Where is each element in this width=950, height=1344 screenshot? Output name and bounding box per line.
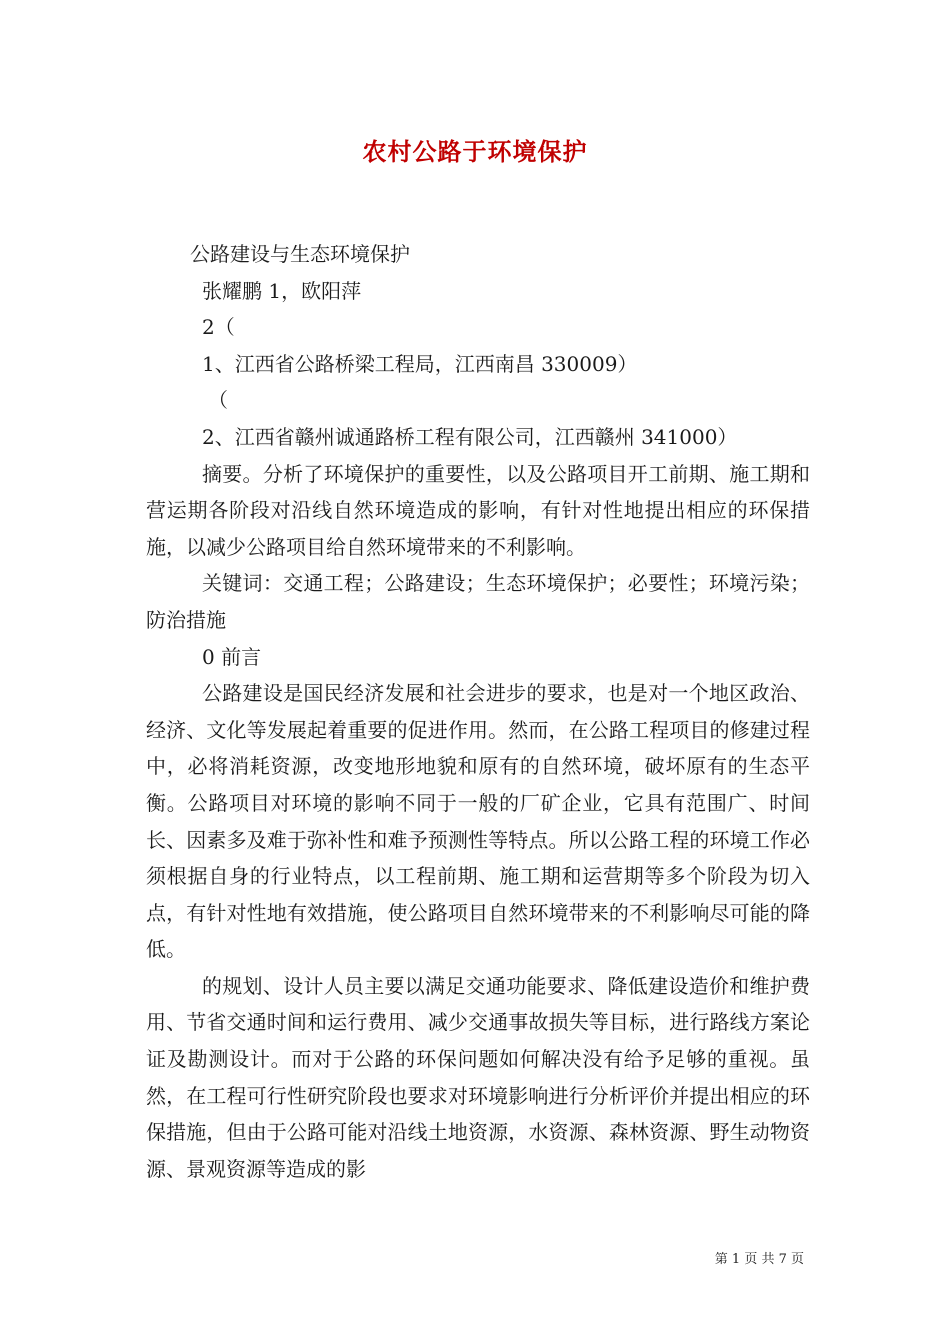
affiliation-paren: （ (208, 388, 228, 413)
article-subtitle: 公路建设与生态环境保护 (190, 242, 410, 266)
body-paragraph-2: 的规划、设计人员主要以满足交通功能要求、降低建设造价和维护费用、节省交通时间和运行费用、减少交通事故损失等目标，进行路线方案论证及勘测设计。而对于公路的环保问题如何解决没有给予足够的重视。虽然，在工程可行性研究阶段也要求对环境影响进行分析评价并提出相应的环保措施，但由于公路可能对沿线土地资源，水资源、森林资源、野生动物资源、景观资源等造成的影 (146, 973, 810, 1181)
affiliation-1: 1、江西省公路桥梁工程局，江西南昌 330009） (202, 351, 638, 376)
keywords-paragraph: 关键词：交通工程；公路建设；生态环境保护；必要性；环境污染；防治措施 (146, 571, 810, 632)
affiliation-2: 2、江西省赣州诚通路桥工程有限公司，江西赣州 341000） (202, 424, 738, 449)
abstract-paragraph: 摘要。分析了环境保护的重要性，以及公路项目开工前期、施工期和营运期各阶段对沿线自然环境造成的影响，有针对性地提出相应的环保措施，以减少公路项目给自然环境带来的不利影响。 (146, 461, 810, 559)
authors-line: 张耀鹏 1，欧阳萍 (202, 278, 362, 303)
document-body (146, 236, 810, 1187)
document-title: 农村公路于环境保护 (362, 137, 588, 166)
affiliation-marker-line: 2（ (202, 315, 235, 340)
page-number: 第 1 页 共 7 页 (714, 1252, 804, 1267)
section-heading: 0 前言 (202, 644, 262, 669)
body-paragraph-1: 公路建设是国民经济发展和社会进步的要求，也是对一个地区政治、经济、文化等发展起着重要的促进作用。然而，在公路工程项目的修建过程中，必将消耗资源，改变地形地貌和原有的自然环境，破坏原有的生态平衡。公路项目对环境的影响不同于一般的厂矿企业，它具有范围广、时间长、因素多及难于弥补性和难予预测性等特点。所以公路工程的环境工作必须根据自身的行业特点，以工程前期、施工期和运营期等多个阶段为切入点，有针对性地有效措施，使公路项目自然环境带来的不利影响尽可能的降低。 (146, 681, 810, 962)
